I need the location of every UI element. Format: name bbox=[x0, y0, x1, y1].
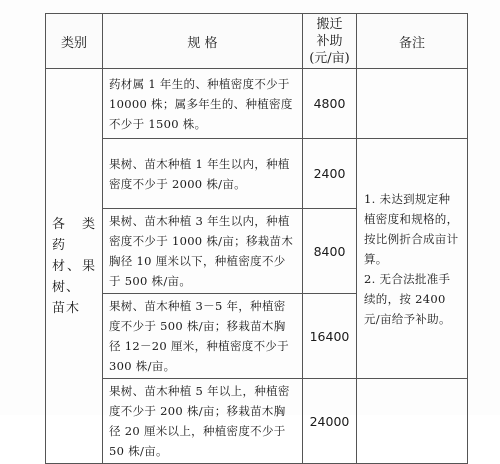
amount-cell: 8400 bbox=[303, 209, 357, 294]
header-subsidy bbox=[303, 14, 357, 69]
header-spec bbox=[103, 14, 303, 69]
category-line2: 材、果树、 bbox=[52, 258, 96, 295]
remark-item-1: 1. 未达到规定种植密度和规格的，按比例折合成亩计算。 bbox=[364, 191, 459, 266]
category-line1: 各 类 药 bbox=[52, 216, 96, 253]
header-spec-text: 规 格 bbox=[187, 35, 218, 51]
header-category bbox=[46, 14, 103, 69]
header-subsidy-line2: 补助 bbox=[316, 33, 343, 49]
header-remark bbox=[357, 14, 468, 69]
header-subsidy-line1: 搬迁 bbox=[316, 16, 343, 32]
header-subsidy-line3: (元/亩) bbox=[309, 50, 350, 66]
header-remark-text: 备注 bbox=[398, 35, 425, 51]
spec-cell: 果树、苗木种植 3 年生以内，种植密度不少于 1000 株/亩；移栽苗木胸径 10 厘米以下，种植密度不少于 500 株/亩。 bbox=[103, 209, 303, 294]
category-line3: 苗木 bbox=[52, 300, 81, 316]
amount-cell: 16400 bbox=[303, 294, 357, 379]
amount-cell: 24000 bbox=[303, 379, 357, 464]
table-header-row bbox=[46, 14, 468, 69]
amount-cell: 2400 bbox=[303, 139, 357, 209]
spec-cell: 果树、苗木种植 3－5 年，种植密度不少于 500 株/亩；移栽苗木胸径 12－20 厘米，种植密度不少于 300 株/亩。 bbox=[103, 294, 303, 379]
header-category-text: 类别 bbox=[60, 35, 87, 51]
spec-cell: 果树、苗木种植 5 年以上，种植密度不少于 200 株/亩；移栽苗木胸径 20 厘米以上，种植密度不少于 50 株/亩。 bbox=[103, 379, 303, 464]
table-row bbox=[46, 69, 468, 139]
amount-cell: 4800 bbox=[303, 69, 357, 139]
category-cell bbox=[46, 69, 103, 464]
subsidy-table bbox=[45, 13, 468, 464]
spec-cell: 药材属 1 年生的、种植密度不少于 10000 株；属多年生的、种植密度不少于 1500 株。 bbox=[103, 69, 303, 139]
remark-item-2: 2. 无合法批准手续的，按 2400 元/亩给予补助。 bbox=[364, 271, 451, 326]
table-row bbox=[46, 139, 468, 209]
table-row bbox=[46, 379, 468, 464]
remark-cell bbox=[357, 139, 468, 379]
spec-cell: 果树、苗木种植 1 年生以内，种植密度不少于 2000 株/亩。 bbox=[103, 139, 303, 209]
remark-bottom-blank bbox=[357, 379, 468, 464]
remark-top-blank bbox=[357, 69, 468, 139]
